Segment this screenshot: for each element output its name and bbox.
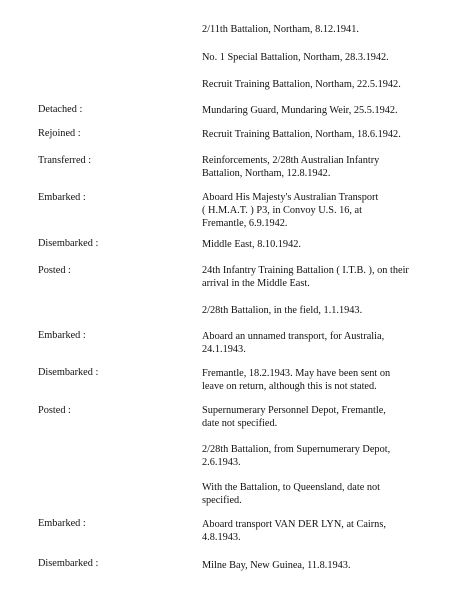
entry-text: 2/11th Battalion, Northam, 8.12.1941.: [202, 24, 359, 35]
entry-text: Aboard an unnamed transport, for Australia, 24.1.1943.: [202, 331, 385, 355]
entry-text: No. 1 Special Battalion, Northam, 28.3.1942.: [202, 52, 389, 63]
entry-text: With the Battalion, to Queensland, date not specified.: [202, 482, 381, 506]
entry-text: Reinforcements, 2/28th Australian Infantry Battalion, Northam, 12.8.1942.: [202, 155, 380, 179]
entry-text: 24th Infantry Training Battalion ( I.T.B. ), on their arrival in the Middle East.: [202, 265, 409, 289]
entry-text: Aboard His Majesty's Australian Transport ( H.M.A.T. ) P3, in Convoy U.S. 16, at Fremantle, 6.9.1942.: [202, 192, 379, 229]
entry-text: Aboard transport VAN DER LYN, at Cairns, 4.8.1943.: [202, 519, 386, 543]
entry-text: Supernumerary Personnel Depot, Fremantle, date not specified.: [202, 405, 386, 429]
entry-text: Middle East, 8.10.1942.: [202, 239, 301, 250]
entry-text: Fremantle, 18.2.1943. May have been sent on leave on return, although this is not stated.: [202, 368, 391, 392]
entry-text: 2/28th Battalion, from Supernumerary Depot, 2.6.1943.: [202, 444, 391, 468]
entry-text: Milne Bay, New Guinea, 11.8.1943.: [202, 560, 351, 571]
entry-text: Mundaring Guard, Mundaring Weir, 25.5.1942.: [202, 105, 398, 116]
entry-label: Transferred :: [38, 155, 92, 166]
entry-label: Disembarked :: [38, 367, 99, 378]
entry-label: Posted :: [38, 265, 71, 276]
entry-text: Recruit Training Battalion, Northam, 22.5.1942.: [202, 79, 401, 90]
entry-label: Disembarked :: [38, 558, 99, 569]
entry-text: 2/28th Battalion, in the field, 1.1.1943.: [202, 305, 363, 316]
entry-text: Recruit Training Battalion, Northam, 18.6.1942.: [202, 129, 401, 140]
entry-label: Posted :: [38, 405, 71, 416]
entry-label: Embarked :: [38, 330, 86, 341]
entry-label: Embarked :: [38, 192, 86, 203]
entry-label: Embarked :: [38, 518, 86, 529]
entry-label: Rejoined :: [38, 128, 81, 139]
entry-label: Detached :: [38, 104, 83, 115]
entry-label: Disembarked :: [38, 238, 99, 249]
